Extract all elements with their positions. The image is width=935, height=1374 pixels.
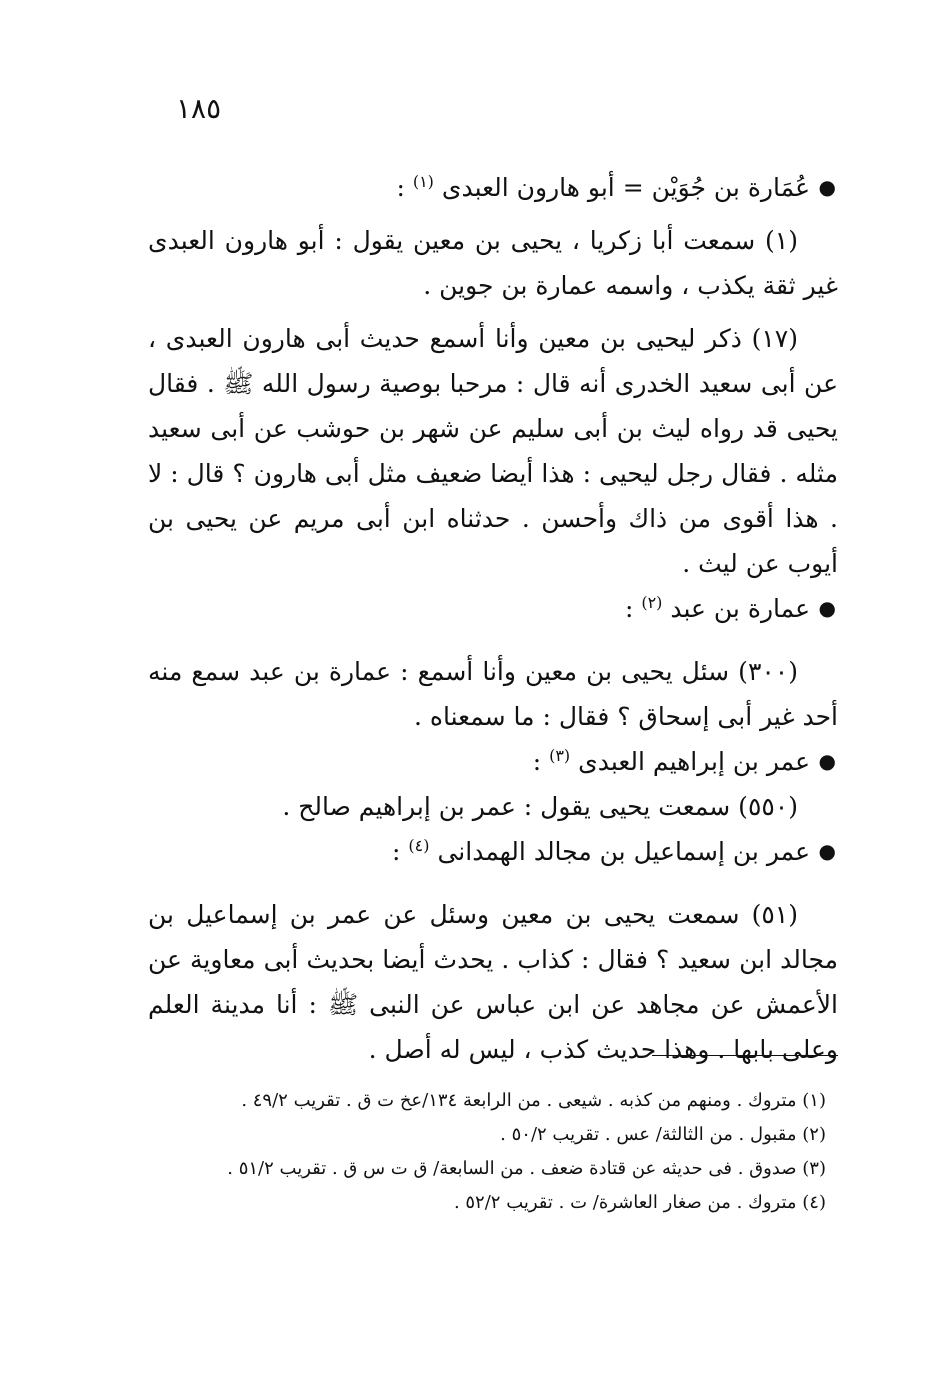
entry-heading	[148, 586, 838, 631]
entry-heading-text: عمر بن إسماعيل بن مجالد الهمدانى	[437, 837, 810, 866]
entry-heading-text: عمارة بن عبد	[670, 594, 810, 623]
footnote: (٢) مقبول . من الثالثة/ عس . تقريب ٥٠/٢ .	[500, 1124, 826, 1145]
footnote-ref: (٤)	[408, 836, 430, 855]
footnote: (٤) متروك . من صغار العاشرة/ ت . تقريب ٥٢/٢ .	[453, 1192, 826, 1213]
narration-paragraph: (٥١) سمعت يحيى بن معين وسئل عن عمر بن إسماعيل بن مجالد ابن سعيد ؟ فقال : كذاب . يحدث أيضا بحديث أبى معاوية عن الأعمش عن مجاهد عن ابن عباس عن النبى ﷺ : أنا مدينة العلم وعلى بابها . وهذا حديث كذب ، ليس له أصل .	[148, 900, 838, 1064]
heading-colon: :	[624, 594, 634, 623]
main-text	[148, 165, 838, 1072]
footnote-divider	[652, 1055, 838, 1056]
footnote-ref: (١)	[412, 172, 434, 191]
page-number: ١٨٥	[176, 92, 222, 125]
heading-colon: :	[392, 837, 401, 866]
footnote-ref: (٣)	[549, 746, 571, 765]
bullet-icon: ●	[818, 175, 836, 199]
heading-colon: :	[532, 747, 542, 776]
footnote: (١) متروك . ومنهم من كذبه . شيعى . من الرابعة ١٣٤/عخ ت ق . تقريب ٤٩/٢ .	[241, 1090, 826, 1111]
footnote: (٣) صدوق . فى حديثه عن قتادة ضعف . من السابعة/ ق ت س ق . تقريب ٥١/٢ .	[227, 1158, 826, 1179]
heading-colon: :	[396, 173, 405, 202]
bullet-icon: ●	[818, 749, 836, 773]
entry-heading-text: عُمَارة بن جُوَيْن = أبو هارون العبدى	[441, 173, 810, 202]
entry-heading	[148, 739, 838, 784]
narration-paragraph: (٥٥٠) سمعت يحيى يقول : عمر بن إبراهيم صالح .	[282, 792, 798, 821]
narration-paragraph: (١٧) ذكر ليحيى بن معين وأنا أسمع حديث أبى هارون العبدى ، عن أبى سعيد الخدرى أنه قال : مرحبا بوصية رسول الله ﷺ . فقال يحيى قد رواه ليث بن أبى سليم عن شهر بن حوشب عن أبى سعيد مثله . فقال رجل ليحيى : هذا أيضا ضعيف مثل أبى هارون ؟ قال : لا . هذا أقوى من ذاك وأحسن . حدثناه ابن أبى مريم عن يحيى بن أيوب عن ليث .	[148, 324, 838, 578]
entry-heading-text: عمر بن إبراهيم العبدى	[578, 747, 810, 776]
narration-paragraph: (٣٠٠) سئل يحيى بن معين وأنا أسمع : عمارة بن عبد سمع منه أحد غير أبى إسحاق ؟ فقال : ما سمعناه .	[148, 657, 838, 731]
bullet-icon: ●	[818, 839, 836, 863]
narration-paragraph: (١) سمعت أبا زكريا ، يحيى بن معين يقول : أبو هارون العبدى غير ثقة يكذب ، واسمه عمارة بن جوين .	[148, 226, 838, 300]
entry-heading	[148, 829, 838, 874]
footnotes	[148, 1084, 838, 1220]
footnote-ref: (٢)	[641, 593, 663, 612]
entry-heading	[148, 165, 838, 210]
bullet-icon: ●	[818, 596, 836, 620]
